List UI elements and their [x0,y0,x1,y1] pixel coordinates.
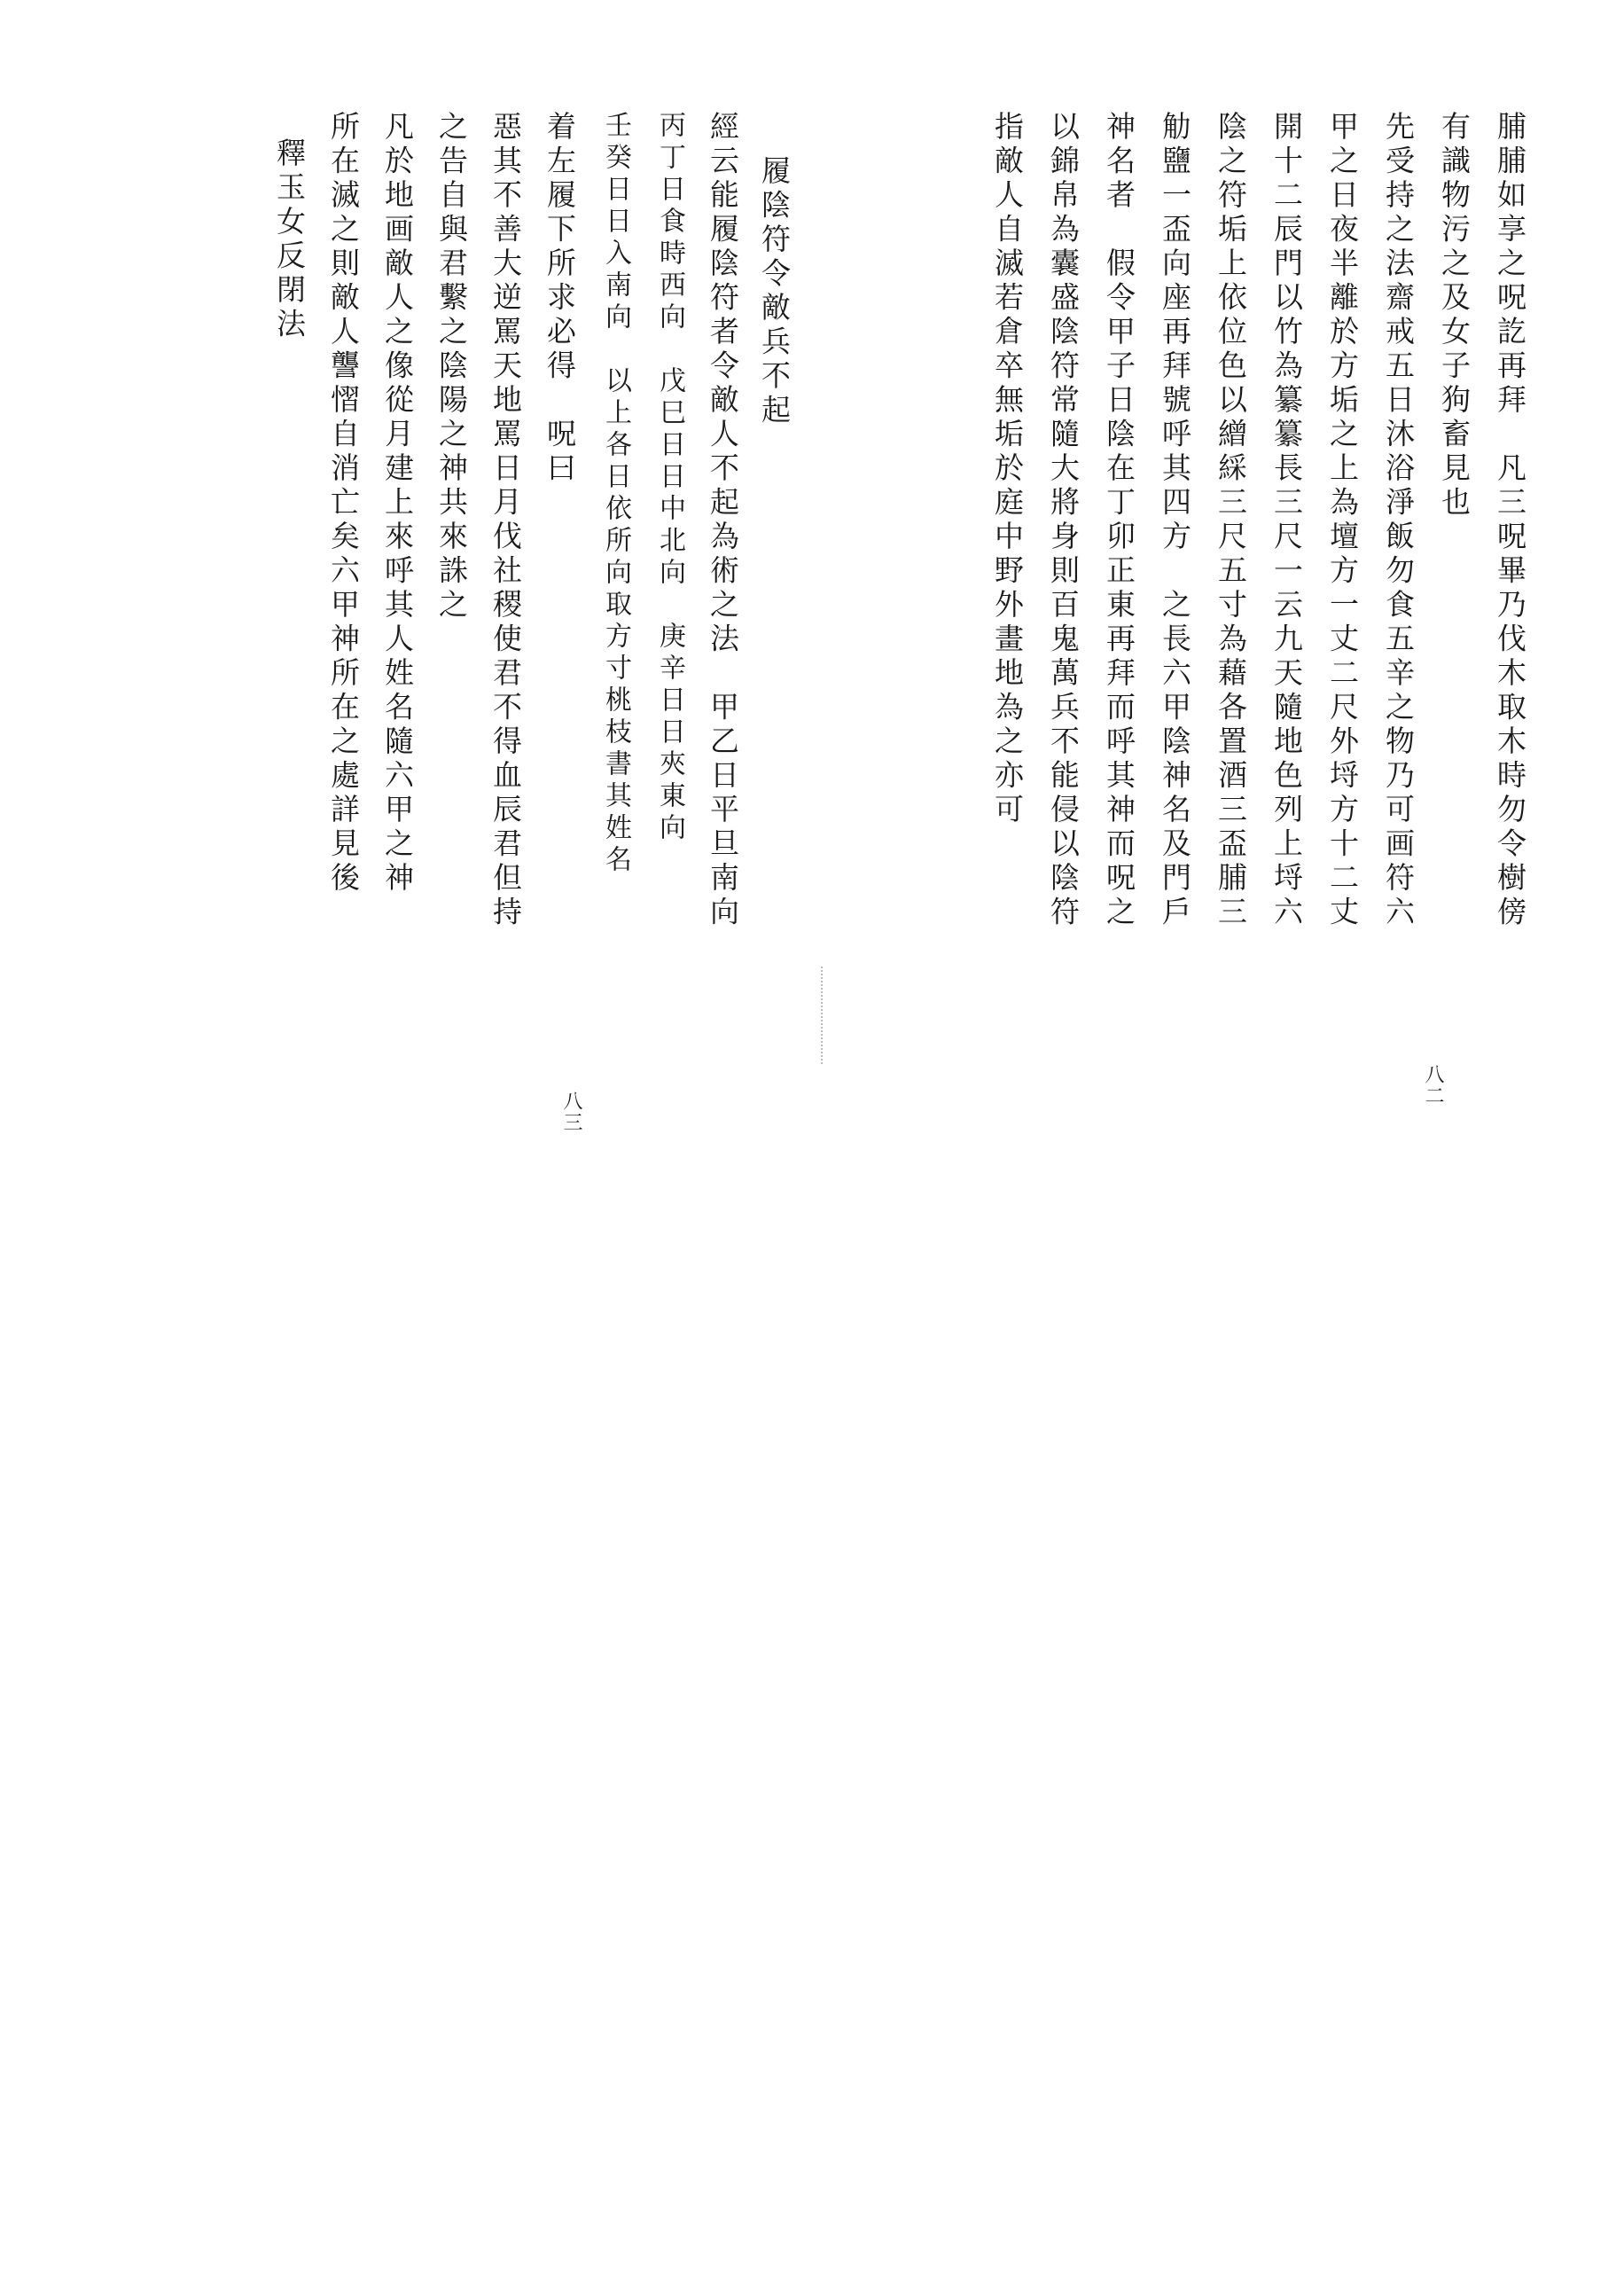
page-gutter-divider [821,967,823,1064]
text-column: 脯脯如享之呪訖再拜 凡三呪畢乃伐木取木時勿令樹傍 [1493,111,1527,930]
text-column: 丙丁日食時西向 戊巳日日中北向 庚辛日日夾東向 [654,111,685,845]
text-column: 指敵人自滅若倉卒無垢於庭中野外畫地為之亦可 [990,111,1025,828]
text-column: 先受持之法齋戒五日沐浴淨飯勿食五辛之物乃可画符六 [1381,111,1416,930]
page-number: 八三 [560,1091,582,1133]
section-heading: 履陰符令敵兵不起 [757,155,792,428]
text-column: 壬癸日日入南向 以上各日依所向取方寸桃枝書其姓名 [600,111,631,877]
text-column: 所在滅之則敵人讋慴自消亡矣六甲神所在之處詳見後 [326,111,361,896]
text-column: 着左履下所求必得 呪曰 [543,111,577,487]
text-column: 釋玉女反閉法 [272,137,307,342]
left-page [89,84,792,1144]
text-column: 陰之符垢上依位色以繒綵三尺五寸為藉各置酒三盃脯三 [1214,111,1248,930]
text-column: 有識物污之及女子狗畜見也 [1437,111,1472,521]
text-column: 甲之日夜半離於方垢之上為壇方一丈二尺外埒方十二丈 [1325,111,1360,930]
text-column: 惡其不善大逆罵天地罵日月伐社稷使君不得血辰君但持 [488,111,523,930]
text-column: 神名者 假令甲子日陰在丁卯正東再拜而呼其神而呪之 [1102,111,1136,930]
text-column: 觔鹽一盃向座再拜號呼其四方 之長六甲陰神名及門戶 [1158,111,1192,930]
right-page [842,84,1534,1144]
text-column: 開十二辰門以竹為纂纂長三尺一云九天隨地色列上埒六 [1269,111,1304,930]
text-column: 以錦帛為囊盛陰符常隨大將身則百鬼萬兵不能侵以陰符 [1046,111,1081,930]
page-number: 八二 [1422,1064,1444,1107]
text-column: 凡於地画敵人之像從月建上來呼其人姓名隨六甲之神 [380,111,415,896]
text-column: 之告自與君繫之陰陽之神共來誅之 [434,111,469,623]
text-column: 經云能履陰符者令敵人不起為術之法 甲乙日平旦南向 [706,111,740,930]
